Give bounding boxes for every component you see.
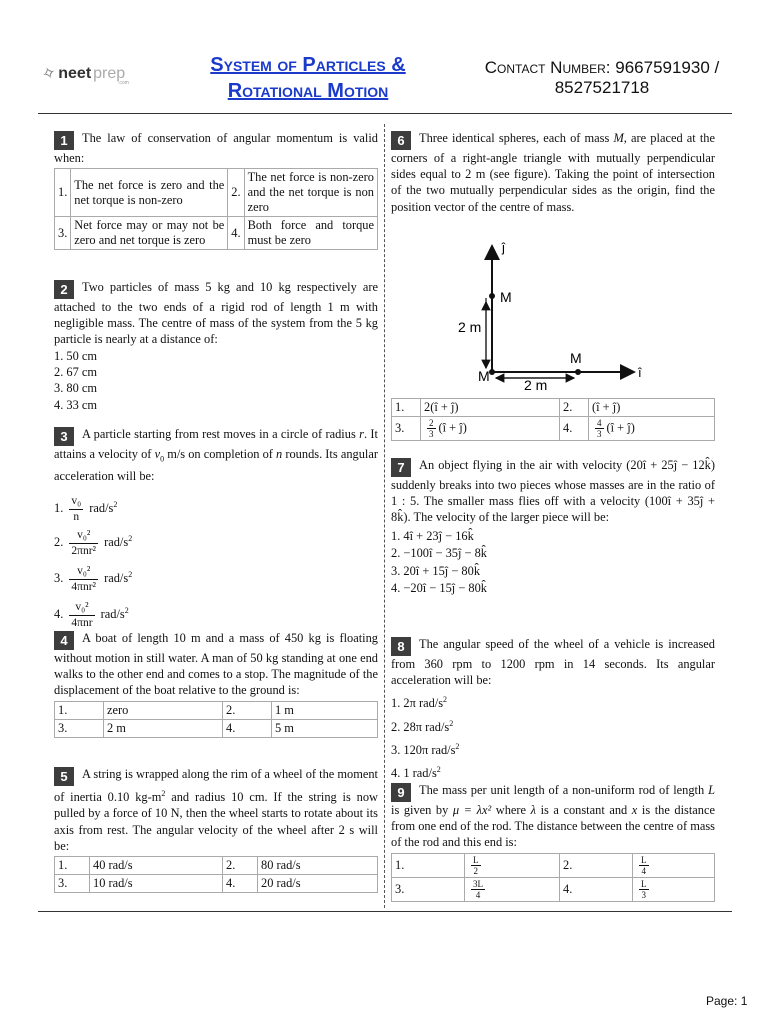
option-1[interactable]: zero bbox=[104, 701, 223, 719]
option-2[interactable]: 2. 67 cm bbox=[54, 365, 98, 380]
triangle-figure bbox=[392, 232, 662, 394]
option-number: 2. bbox=[560, 853, 633, 877]
length-label-vertical: 2 m bbox=[458, 319, 482, 335]
option-1[interactable]: 2(î + ĵ) bbox=[421, 399, 560, 417]
contact-label: Contact Number: bbox=[484, 58, 611, 77]
question-number: 2 bbox=[54, 280, 74, 299]
option-number: 3. bbox=[392, 877, 465, 901]
math-vector: (20î + 25ĵ − 12k̂) bbox=[626, 458, 715, 472]
question-text: An object flying in the air with velocity bbox=[419, 458, 623, 472]
contact-number-1: 9667591930 / bbox=[615, 58, 720, 77]
question-text: rounds. Its angular acceleration will be: bbox=[54, 447, 378, 483]
question-number: 5 bbox=[54, 767, 74, 786]
option-4[interactable] bbox=[589, 417, 715, 441]
question-text: The law of conservation of angular momentum is valid when: bbox=[54, 131, 378, 165]
question-text: A particle starting from rest moves in a circle of radius bbox=[82, 427, 356, 441]
option-3[interactable] bbox=[54, 558, 378, 594]
option-number: 3. bbox=[55, 874, 90, 892]
option-3[interactable] bbox=[421, 417, 560, 441]
option-3[interactable] bbox=[391, 737, 715, 760]
option-1[interactable]: 40 rad/s bbox=[90, 856, 223, 874]
question-6 bbox=[391, 130, 715, 215]
question-6-options bbox=[391, 396, 715, 441]
math-var: n bbox=[276, 447, 283, 461]
option-3[interactable]: 3. 20î + 15ĵ − 80k̂ bbox=[391, 563, 481, 578]
option-4[interactable]: Both force and torque must be zero bbox=[244, 217, 377, 250]
option-2[interactable] bbox=[633, 853, 715, 877]
option-1[interactable]: The net force is zero and the net torque is non-zero bbox=[71, 169, 228, 217]
question-text: where bbox=[495, 803, 527, 817]
header-divider bbox=[38, 113, 732, 114]
fraction-num: 4 bbox=[597, 418, 602, 428]
question-7 bbox=[391, 457, 715, 598]
question-text: suddenly breaks into two pieces whose masses are in the ratio of 1 : 5. The smaller mass flies off with a velocity bbox=[391, 478, 715, 509]
question-3 bbox=[54, 426, 378, 630]
unit: rad/s bbox=[104, 571, 129, 585]
options-list bbox=[391, 690, 715, 783]
superscript: 2 bbox=[443, 695, 448, 705]
option-number: 1. bbox=[392, 853, 465, 877]
math-var: r bbox=[359, 427, 364, 441]
fraction-den: 4πnr bbox=[71, 616, 93, 629]
option-number: 4. bbox=[560, 417, 589, 441]
question-number: 8 bbox=[391, 637, 411, 656]
i-hat-label: î bbox=[638, 365, 642, 380]
option-number: 3. bbox=[54, 571, 64, 585]
title-line-1: System of Particles & bbox=[210, 54, 406, 76]
option-3[interactable]: 3. 80 cm bbox=[54, 381, 98, 396]
option-number: 1. bbox=[55, 169, 71, 217]
option-1[interactable]: 1. 50 cm bbox=[54, 348, 98, 363]
unit: rad/s bbox=[100, 607, 125, 621]
option-1[interactable] bbox=[54, 488, 378, 522]
unit: rad/s bbox=[89, 501, 114, 515]
neetprep-logo bbox=[39, 62, 129, 86]
logo-sub-text: .com bbox=[118, 80, 129, 86]
option-4[interactable] bbox=[633, 877, 715, 901]
fraction-den: 4πnr² bbox=[71, 580, 96, 593]
option-4[interactable]: 20 rad/s bbox=[258, 874, 378, 892]
option-4[interactable]: 4. 33 cm bbox=[54, 397, 98, 412]
superscript: 2 bbox=[436, 764, 441, 774]
options-table bbox=[391, 398, 715, 441]
fraction-den: 2 bbox=[473, 865, 478, 876]
question-text: m/s on completion of bbox=[167, 447, 273, 461]
option-text: (î + ĵ) bbox=[438, 420, 467, 435]
question-4 bbox=[54, 630, 378, 738]
question-number: 7 bbox=[391, 458, 411, 477]
math-sub: 0 bbox=[160, 454, 165, 464]
option-3[interactable]: 2 m bbox=[104, 719, 223, 737]
superscript: 2 bbox=[113, 499, 118, 509]
page-title bbox=[180, 52, 436, 104]
math-var: λ bbox=[530, 803, 536, 817]
question-9 bbox=[391, 782, 715, 902]
option-2[interactable]: (î + ĵ) bbox=[589, 399, 715, 417]
question-2 bbox=[54, 279, 378, 413]
option-text: 1. 2π rad/s bbox=[391, 696, 444, 711]
option-3[interactable] bbox=[465, 877, 560, 901]
question-number: 3 bbox=[54, 427, 74, 446]
question-text: The angular speed of the wheel of a vehicle is increased from 360 rpm to 1200 rpm in 14 seconds. Its angular acceleration will be: bbox=[391, 637, 715, 688]
options-table bbox=[54, 856, 378, 893]
option-number: 2. bbox=[54, 535, 64, 549]
options-table bbox=[391, 853, 715, 902]
question-text: A string is wrapped along the rim of a wheel of the moment of inertia 0.10 kg-m bbox=[54, 767, 378, 805]
option-number: 1. bbox=[55, 856, 90, 874]
question-text: and radius 10 cm. If the string is now pulled by a force of 10 N, then the wheel starts to rotate about its axis from rest. The angular velocity of the wheel after 2 s will be: bbox=[54, 790, 379, 853]
mass-point-right bbox=[575, 369, 581, 375]
length-label-horizontal: 2 m bbox=[524, 377, 548, 393]
question-number: 9 bbox=[391, 783, 411, 802]
mass-label-origin: M bbox=[478, 368, 490, 384]
fraction-num: v₀ bbox=[69, 494, 83, 510]
option-text: (î + ĵ) bbox=[606, 420, 635, 435]
option-2[interactable] bbox=[54, 522, 378, 558]
question-text: Three identical spheres, each of mass bbox=[419, 131, 610, 145]
question-text: is given by bbox=[391, 803, 449, 817]
logo-mark-icon: ✧ bbox=[39, 62, 60, 86]
option-number: 2. bbox=[560, 399, 589, 417]
option-number: 4. bbox=[560, 877, 633, 901]
options-table bbox=[54, 701, 378, 738]
math-var: v bbox=[154, 447, 161, 461]
fraction-num: v₀² bbox=[69, 600, 94, 616]
option-1[interactable] bbox=[391, 690, 715, 713]
question-text: . The velocity of the larger piece will be: bbox=[407, 510, 610, 525]
question-number: 1 bbox=[54, 131, 74, 150]
option-number: 1. bbox=[55, 701, 104, 719]
option-4[interactable]: 4. −20î − 15ĵ − 80k̂ bbox=[391, 581, 487, 596]
question-text: The mass per unit length of a non-uniform rod of length bbox=[419, 783, 705, 797]
fraction bbox=[639, 855, 649, 876]
fraction bbox=[471, 855, 481, 876]
fraction-num: v₀² bbox=[69, 564, 98, 580]
option-number: 4. bbox=[228, 217, 244, 250]
fraction bbox=[595, 418, 604, 439]
column-divider bbox=[384, 124, 385, 908]
option-1[interactable] bbox=[465, 853, 560, 877]
footer-divider bbox=[38, 911, 732, 912]
math-vector: (100î + 35ĵ + 8k̂) bbox=[391, 494, 715, 525]
fraction-den: 3 bbox=[597, 429, 602, 439]
question-text: A boat of length 10 m and a mass of 450 kg is floating without motion in still water. A man of 50 kg standing at one end walks to the other end and comes to a stop. The magnitude of the displacement of the boat relative to the ground is: bbox=[54, 631, 378, 698]
options-table bbox=[54, 168, 378, 250]
superscript: 2 bbox=[455, 741, 460, 751]
math-equation: μ = λx² bbox=[452, 803, 492, 817]
fraction bbox=[471, 879, 485, 900]
fraction bbox=[639, 879, 649, 900]
math-var: x bbox=[631, 803, 638, 817]
fraction bbox=[427, 418, 436, 439]
option-2[interactable]: The net force is non-zero and the net torque is non zero bbox=[244, 169, 377, 217]
j-hat-label: ĵ bbox=[502, 240, 505, 255]
logo-neet-text: neet bbox=[58, 65, 92, 82]
fraction-num: L bbox=[473, 854, 479, 865]
question-text: . It attains a velocity of bbox=[54, 427, 378, 461]
superscript: 2 bbox=[161, 789, 166, 798]
superscript: 2 bbox=[128, 533, 133, 543]
fraction-den: 3 bbox=[429, 429, 434, 439]
option-4[interactable] bbox=[391, 760, 715, 783]
fraction-den: n bbox=[73, 510, 80, 523]
math-var: L bbox=[708, 783, 715, 797]
unit: rad/s bbox=[104, 535, 129, 549]
option-text: 2. 28π rad/s bbox=[391, 719, 450, 734]
option-1[interactable]: 1. 4î + 23ĵ − 16k̂ bbox=[391, 528, 474, 543]
question-number: 4 bbox=[54, 631, 74, 650]
title-line-2: Rotational Motion bbox=[227, 80, 389, 102]
option-number: 4. bbox=[223, 719, 272, 737]
mass-label-right: M bbox=[570, 350, 582, 366]
options-list bbox=[54, 488, 378, 630]
option-number: 2. bbox=[228, 169, 244, 217]
fraction bbox=[69, 564, 98, 595]
fraction-num: L bbox=[641, 854, 647, 865]
option-number: 3. bbox=[392, 417, 421, 441]
contact-block bbox=[466, 58, 738, 98]
question-8 bbox=[391, 636, 715, 783]
option-number: 4. bbox=[54, 607, 64, 621]
options-list bbox=[54, 348, 378, 414]
mass-point-top bbox=[489, 293, 495, 299]
fraction-num: 2 bbox=[429, 418, 434, 428]
question-1 bbox=[54, 130, 378, 250]
fraction-den: 4 bbox=[641, 865, 646, 876]
fraction bbox=[69, 600, 94, 631]
question-text: , are placed at the corners of a right-angle triangle with mutually perpendicular sides equal to 2 m (see figure). Taking the point of intersection of the two mutually perpendicular sides as the origin, find the position vector of the centre of mass. bbox=[391, 131, 715, 214]
math-var: M bbox=[613, 131, 624, 145]
question-text: Two particles of mass 5 kg and 10 kg respectively are attached to the two ends of a rigid rod of length 1 m with negligible mass. The centre of mass of the system from the 5 kg particle is nearly at a distance of: bbox=[54, 280, 378, 347]
page-number: Page: 1 bbox=[706, 994, 748, 1008]
option-4[interactable] bbox=[54, 594, 378, 630]
superscript: 2 bbox=[449, 718, 454, 728]
option-number: 2. bbox=[223, 856, 258, 874]
question-5 bbox=[54, 766, 378, 893]
contact-number-2: 8527521718 bbox=[554, 78, 650, 97]
option-2[interactable] bbox=[391, 714, 715, 737]
question-number: 6 bbox=[391, 131, 411, 150]
mass-label-top: M bbox=[500, 289, 512, 305]
option-2[interactable]: 2. −100î − 35ĵ − 8k̂ bbox=[391, 546, 487, 561]
question-text: is the distance from one end of the rod. The distance between the centre of mass of the rod and this end is: bbox=[391, 803, 715, 850]
option-number: 4. bbox=[223, 874, 258, 892]
option-3[interactable]: Net force may or may not be zero and net torque is zero bbox=[71, 217, 228, 250]
option-2[interactable]: 1 m bbox=[272, 701, 378, 719]
option-number: 2. bbox=[223, 701, 272, 719]
option-number: 3. bbox=[55, 719, 104, 737]
fraction-den: 4 bbox=[475, 889, 481, 900]
options-list bbox=[391, 528, 715, 598]
option-text: 4. 1 rad/s bbox=[391, 765, 437, 780]
fraction bbox=[69, 494, 83, 525]
option-number: 1. bbox=[54, 501, 64, 515]
option-text: 3. 120π rad/s bbox=[391, 742, 456, 757]
option-2[interactable]: 80 rad/s bbox=[258, 856, 378, 874]
fraction-num: v₀² bbox=[69, 528, 98, 544]
option-3[interactable]: 10 rad/s bbox=[90, 874, 223, 892]
fraction-den: 2πnr² bbox=[71, 544, 96, 557]
mass-point-origin bbox=[489, 369, 495, 375]
superscript: 2 bbox=[128, 569, 133, 579]
option-number: 1. bbox=[392, 399, 421, 417]
fraction-den: 3 bbox=[641, 889, 646, 900]
logo-prep-text: prep bbox=[93, 65, 126, 82]
option-number: 3. bbox=[55, 217, 71, 250]
option-4[interactable]: 5 m bbox=[272, 719, 378, 737]
question-text: is a constant and bbox=[540, 803, 628, 817]
fraction-num: 3L bbox=[473, 878, 483, 889]
superscript: 2 bbox=[124, 605, 129, 615]
fraction bbox=[69, 528, 98, 559]
fraction-num: L bbox=[641, 878, 647, 889]
